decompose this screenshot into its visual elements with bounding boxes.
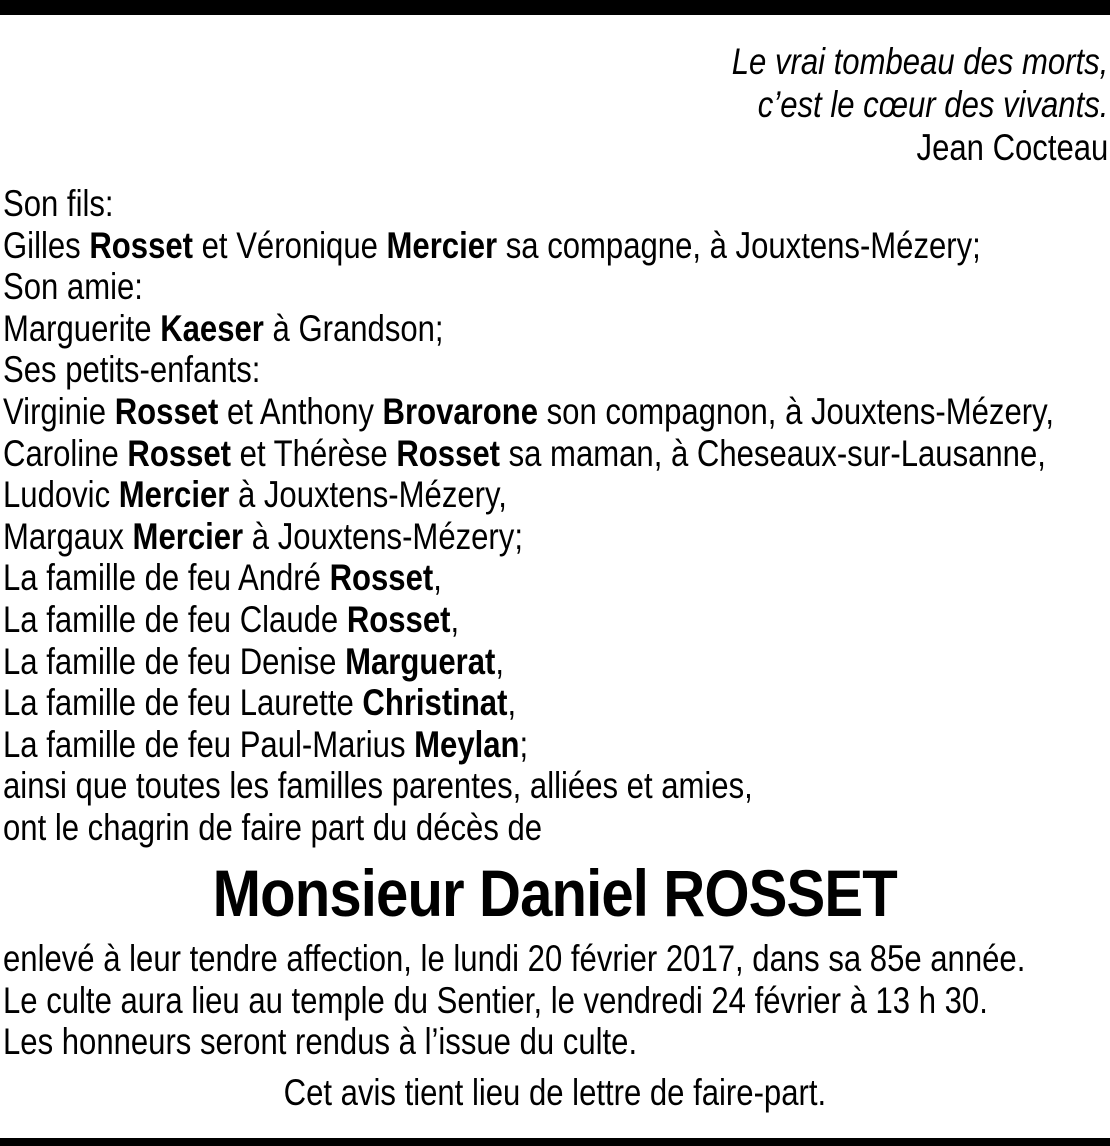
family-line-segment: Gilles (3, 224, 90, 266)
family-line-segment: ainsi que toutes les familles parentes, alliées et amies, (3, 765, 753, 807)
family-line-text (3, 266, 143, 308)
family-line (3, 183, 1110, 225)
family-line-segment: Ludovic (3, 474, 119, 516)
family-line-segment: Son fils: (3, 183, 114, 224)
surname-emphasis: Rosset (329, 557, 434, 599)
family-line (3, 682, 1110, 724)
family-line-segment: La famille de feu André (3, 557, 330, 599)
quote-line (0, 83, 1108, 126)
family-line-segment: et Anthony (218, 390, 383, 432)
surname-emphasis: Rosset (346, 598, 451, 640)
family-line-segment: à Jouxtens-Mézery; (243, 515, 523, 557)
surname-emphasis: Brovarone (382, 390, 539, 432)
quote-line-text: Le vrai tombeau des morts, (731, 41, 1108, 82)
closing-line (0, 1072, 1110, 1114)
family-line (3, 807, 1110, 849)
family-line (3, 391, 1110, 433)
family-line-text (3, 225, 981, 267)
family-line (3, 433, 1110, 475)
detail-line-text: Les honneurs seront rendus à l’issue du culte. (3, 1021, 638, 1063)
family-list (3, 183, 1110, 849)
family-line-segment: Ses petits-enfants: (3, 349, 261, 391)
family-line (3, 349, 1110, 391)
family-line-segment: son compagnon, à Jouxtens-Mézery, (538, 390, 1054, 432)
family-line-text (3, 682, 516, 724)
family-line-segment: , (450, 598, 460, 640)
family-line-segment: Marguerite (3, 307, 161, 349)
family-line-segment: La famille de feu Paul-Marius (3, 723, 415, 765)
surname-emphasis: Mercier (132, 515, 244, 557)
family-line-segment: à Grandson; (263, 307, 444, 349)
surname-emphasis: Kaeser (160, 307, 264, 349)
family-line-segment: ont le chagrin de faire part du décès de (3, 806, 543, 848)
family-line (3, 641, 1110, 683)
family-line-segment: , (507, 682, 517, 724)
surname-emphasis: Marguerat (345, 640, 496, 682)
surname-emphasis: Rosset (89, 224, 194, 266)
detail-line-text: Le culte aura lieu au temple du Sentier, le vendredi 24 février à 13 h 30. (3, 979, 988, 1021)
family-line-segment: Caroline (3, 432, 128, 474)
detail-line (3, 938, 1110, 980)
family-line-segment: , (495, 640, 504, 682)
family-line-text (3, 724, 528, 766)
bottom-rule (0, 1138, 1110, 1146)
surname-emphasis: Rosset (396, 432, 500, 474)
family-line (3, 266, 1110, 308)
quote-attribution (0, 126, 1108, 169)
closing-line-text: Cet avis tient lieu de lettre de faire-part. (283, 1072, 827, 1113)
surname-emphasis: Rosset (114, 390, 219, 432)
deceased-name (0, 852, 1110, 934)
family-line (3, 599, 1110, 641)
family-line-text (3, 641, 504, 683)
family-line-text (3, 765, 753, 807)
family-line-segment: Margaux (3, 515, 133, 557)
family-line-text (3, 557, 442, 599)
family-line (3, 474, 1110, 516)
family-line-text (3, 474, 507, 516)
top-rule (0, 0, 1110, 15)
family-line-text (3, 807, 542, 849)
family-line-segment: et Véronique (193, 224, 387, 266)
surname-emphasis: Rosset (127, 432, 232, 474)
family-line-segment: Son amie: (3, 266, 143, 308)
family-line (3, 225, 1110, 267)
quote-line-text: c’est le cœur des vivants. (757, 84, 1108, 125)
family-line-text (3, 308, 444, 350)
family-line-segment: Virginie (3, 390, 115, 432)
family-line-segment: à Jouxtens-Mézery, (229, 474, 507, 516)
detail-line (3, 1021, 1110, 1063)
family-line (3, 308, 1110, 350)
family-line-text (3, 433, 1046, 475)
family-line-segment: et Thérèse (231, 432, 397, 474)
family-line (3, 765, 1110, 807)
surname-emphasis: Meylan (414, 723, 520, 765)
family-line-text (3, 349, 260, 391)
surname-emphasis: Mercier (118, 474, 230, 516)
family-line-text (3, 183, 114, 225)
surname-emphasis: Mercier (386, 224, 498, 266)
family-line-text (3, 516, 523, 558)
family-line-segment: sa compagne, à Jouxtens-Mézery; (497, 224, 981, 266)
family-line-segment: La famille de feu Laurette (3, 682, 363, 724)
family-line-segment: La famille de feu Claude (3, 598, 347, 640)
quote-line (0, 40, 1108, 83)
family-line-segment: sa maman, à Cheseaux-sur-Lausanne, (499, 432, 1046, 474)
family-line-text (3, 599, 459, 641)
detail-line-text: enlevé à leur tendre affection, le lundi 20 février 2017, dans sa 85e année. (3, 938, 1026, 979)
family-line-segment: ; (519, 723, 529, 765)
family-line-text (3, 391, 1054, 433)
family-line (3, 724, 1110, 766)
detail-line (3, 980, 1110, 1022)
deceased-name-text: Monsieur Daniel ROSSET (212, 856, 898, 930)
quote-attribution-text: Jean Cocteau (916, 127, 1108, 168)
family-line-segment: La famille de feu Denise (3, 640, 346, 682)
family-line-segment: , (433, 557, 442, 599)
funeral-details (3, 938, 1110, 1063)
family-line (3, 557, 1110, 599)
family-line (3, 516, 1110, 558)
quote-block (0, 40, 1108, 169)
surname-emphasis: Christinat (362, 682, 508, 724)
